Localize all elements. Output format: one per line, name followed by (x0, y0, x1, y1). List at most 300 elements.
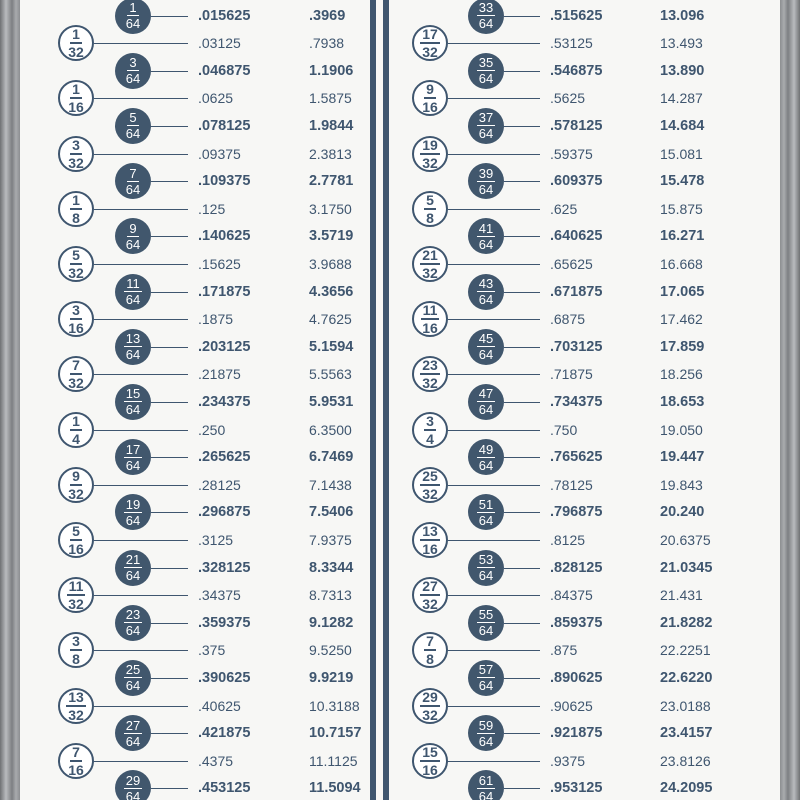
fraction-numerator: 1 (129, 0, 137, 15)
fraction-denominator: 64 (125, 292, 141, 307)
fraction-denominator: 32 (422, 154, 438, 171)
fraction-denominator: 64 (125, 402, 141, 418)
fraction-denominator: 32 (422, 706, 438, 723)
decimal-inch-value: .59375 (550, 145, 593, 162)
millimeter-value: 5.5563 (309, 366, 352, 383)
decimal-inch-value: .250 (198, 421, 226, 438)
decimal-inch-value: .34375 (198, 587, 241, 604)
fraction-badge (412, 25, 448, 61)
fraction-numerator: 61 (478, 772, 494, 788)
decimal-inch-value: .671875 (550, 283, 603, 300)
millimeter-value: 23.8126 (660, 752, 711, 769)
fraction-denominator: 16 (68, 540, 84, 557)
conversion-chart-sheet (20, 0, 780, 800)
fraction-denominator: 16 (422, 540, 438, 557)
decimal-inch-value: .046875 (198, 62, 251, 79)
leader-line (448, 761, 540, 762)
fraction-numerator: 33 (478, 0, 494, 15)
fraction-denominator: 64 (125, 347, 141, 363)
decimal-inch-value: .015625 (198, 7, 251, 24)
fraction-numerator: 43 (478, 276, 494, 291)
conversion-row (20, 26, 703, 61)
millimeter-value: 19.050 (660, 421, 703, 438)
conversion-row (20, 743, 711, 778)
fraction-badge (412, 412, 448, 448)
conversion-row (20, 302, 703, 337)
fraction-denominator: 64 (478, 678, 494, 694)
leader-line (448, 430, 540, 431)
fraction-numerator: 1 (72, 191, 80, 208)
leader-line (504, 16, 540, 17)
decimal-inch-value: .265625 (198, 449, 251, 466)
fraction-numerator: 29 (125, 772, 141, 788)
decimal-inch-value: .640625 (550, 228, 603, 245)
leader-line (448, 43, 540, 44)
fraction-denominator: 64 (478, 788, 494, 800)
millimeter-value: 21.8282 (660, 614, 713, 631)
fraction-denominator: 16 (68, 99, 84, 116)
fraction-badge (412, 301, 448, 337)
fraction-badge (468, 329, 504, 365)
fraction-numerator: 15 (422, 743, 438, 760)
fraction-denominator: 64 (478, 623, 494, 639)
decimal-inch-value: .3125 (198, 531, 234, 548)
decimal-inch-value: .90625 (550, 697, 593, 714)
fraction-denominator: 64 (125, 16, 141, 31)
fraction-badge (468, 770, 504, 800)
decimal-inch-value: .171875 (198, 283, 251, 300)
fraction-numerator: 27 (422, 578, 438, 595)
fraction-badge (468, 0, 504, 34)
millimeter-value: 5.1594 (309, 338, 354, 355)
fraction-badge (468, 439, 504, 475)
fraction-denominator: 64 (478, 126, 494, 142)
millimeter-value: 16.668 (660, 255, 703, 272)
decimal-inch-value: .40625 (198, 697, 241, 714)
fraction-numerator: 19 (422, 136, 438, 153)
fraction-denominator: 64 (125, 457, 141, 473)
decimal-inch-value: .890625 (550, 669, 603, 686)
conversion-row (20, 165, 705, 197)
fraction-denominator: 64 (125, 126, 141, 142)
millimeter-value: .3969 (309, 7, 346, 24)
fraction-numerator: 25 (125, 662, 141, 678)
millimeter-value: 19.843 (660, 476, 703, 493)
fraction-denominator: 64 (125, 236, 141, 252)
leader-line (504, 733, 540, 734)
fraction-denominator: 16 (422, 761, 438, 778)
millimeter-value: 15.478 (660, 173, 705, 190)
decimal-inch-value: .1875 (198, 311, 234, 328)
fraction-badge (468, 715, 504, 751)
millimeter-value: 6.3500 (309, 421, 352, 438)
fraction-badge (412, 80, 448, 116)
fraction-denominator: 64 (478, 457, 494, 473)
millimeter-value: 24.2095 (660, 780, 713, 797)
millimeter-value: 8.7313 (309, 587, 352, 604)
decimal-inch-value: .875 (550, 642, 578, 659)
fraction-denominator: 64 (125, 788, 141, 800)
millimeter-value: 23.4157 (660, 725, 713, 742)
millimeter-value: 15.875 (660, 200, 703, 217)
millimeter-value: 10.3188 (309, 697, 360, 714)
millimeter-value: 18.256 (660, 366, 703, 383)
decimal-inch-value: .4375 (198, 752, 234, 769)
fraction-denominator: 64 (125, 71, 141, 87)
fraction-badge (468, 605, 504, 641)
leader-line (504, 788, 540, 789)
millimeter-value: 1.9844 (309, 117, 354, 134)
conversion-row (20, 633, 711, 668)
fraction-badge (468, 494, 504, 530)
fraction-denominator: 16 (422, 320, 438, 337)
millimeter-value: 3.5719 (309, 228, 354, 245)
decimal-inch-value: .15625 (198, 255, 241, 272)
millimeter-value: 2.7781 (309, 173, 354, 190)
fraction-badge (412, 743, 448, 779)
conversion-row (20, 717, 713, 749)
decimal-inch-value: .203125 (198, 338, 251, 355)
decimal-inch-value: .421875 (198, 725, 251, 742)
decimal-inch-value: .765625 (550, 449, 603, 466)
decimal-inch-value: .328125 (198, 559, 251, 576)
conversion-row (20, 578, 703, 613)
millimeter-value: .7938 (309, 35, 345, 52)
decimal-inch-value: .078125 (198, 117, 251, 134)
decimal-inch-value: .109375 (198, 173, 251, 190)
millimeter-value: 13.493 (660, 35, 703, 52)
fraction-numerator: 3 (72, 633, 80, 650)
fraction-numerator: 19 (125, 496, 141, 512)
millimeter-value: 8.3344 (309, 559, 354, 576)
fraction-numerator: 39 (478, 165, 494, 181)
fraction-numerator: 15 (125, 386, 141, 402)
millimeter-value: 13.096 (660, 7, 705, 24)
fraction-numerator: 35 (478, 55, 494, 71)
leader-line (448, 650, 540, 651)
fraction-badge (468, 163, 504, 199)
fraction-badge (468, 218, 504, 254)
decimal-inch-value: .625 (550, 200, 578, 217)
decimal-inch-value: .21875 (198, 366, 241, 383)
fraction-denominator: 64 (478, 181, 494, 197)
fraction-numerator: 23 (422, 357, 438, 374)
fraction-badge (468, 274, 504, 310)
fraction-denominator: 64 (478, 512, 494, 528)
decimal-inch-value: .703125 (550, 338, 603, 355)
leader-line (504, 512, 540, 513)
fraction-numerator: 13 (422, 522, 438, 539)
millimeter-value: 22.2251 (660, 642, 711, 659)
decimal-inch-value: .140625 (198, 228, 251, 245)
leader-line (448, 264, 540, 265)
fraction-numerator: 29 (422, 688, 438, 705)
fraction-numerator: 47 (478, 386, 494, 402)
leader-line (504, 457, 540, 458)
leader-line (504, 292, 540, 293)
fraction-badge (412, 136, 448, 172)
leader-line (448, 540, 540, 541)
leader-line (504, 347, 540, 348)
decimal-inch-value: .296875 (198, 504, 251, 521)
decimal-inch-value: .609375 (550, 173, 603, 190)
fraction-badge (412, 688, 448, 724)
fraction-numerator: 25 (422, 467, 438, 484)
fraction-numerator: 5 (72, 522, 80, 539)
millimeter-value: 3.9688 (309, 255, 352, 272)
decimal-inch-value: .515625 (550, 7, 603, 24)
leader-line (504, 623, 540, 624)
leader-line (448, 706, 540, 707)
leader-line (504, 71, 540, 72)
fraction-numerator: 57 (478, 662, 494, 678)
millimeter-value: 9.9219 (309, 669, 354, 686)
millimeter-value: 7.9375 (309, 531, 352, 548)
fraction-numerator: 9 (426, 81, 434, 98)
fraction-numerator: 1 (72, 81, 80, 98)
fraction-numerator: 37 (478, 110, 494, 126)
fraction-badge (412, 467, 448, 503)
fraction-denominator: 32 (422, 44, 438, 61)
fraction-numerator: 27 (125, 717, 141, 733)
leader-line (504, 181, 540, 182)
decimal-inch-value: .5625 (550, 90, 586, 107)
fraction-numerator: 17 (422, 26, 438, 43)
fraction-numerator: 51 (478, 496, 494, 512)
decimal-inch-value: .750 (550, 421, 578, 438)
decimal-inch-value: .234375 (198, 393, 251, 410)
fraction-numerator: 5 (72, 246, 80, 263)
fraction-badge (468, 53, 504, 89)
fraction-numerator: 55 (478, 607, 494, 623)
fraction-denominator: 32 (422, 375, 438, 392)
decimal-inch-value: .796875 (550, 504, 603, 521)
fraction-denominator: 64 (125, 623, 141, 639)
fraction-denominator: 64 (478, 16, 494, 31)
conversion-row (20, 331, 705, 363)
leader-line (448, 209, 540, 210)
fraction-badge (412, 632, 448, 668)
fraction-badge (412, 577, 448, 613)
fraction-numerator: 3 (72, 136, 80, 153)
millimeter-value: 21.0345 (660, 559, 713, 576)
decimal-inch-value: .125 (198, 200, 226, 217)
millimeter-value: 4.3656 (309, 283, 354, 300)
decimal-inch-value: .03125 (198, 35, 241, 52)
decimal-inch-value: .65625 (550, 255, 593, 272)
fraction-numerator: 7 (426, 633, 434, 650)
decimal-inch-value: .9375 (550, 752, 586, 769)
millimeter-value: 20.240 (660, 504, 705, 521)
fraction-numerator: 5 (426, 191, 434, 208)
decimal-inch-value: .0625 (198, 90, 234, 107)
metal-frame-right (780, 0, 800, 800)
fraction-denominator: 32 (422, 264, 438, 281)
fraction-numerator: 7 (72, 743, 80, 760)
conversion-row (20, 220, 705, 252)
fraction-numerator: 49 (478, 441, 494, 457)
millimeter-value: 20.6375 (660, 531, 711, 548)
fraction-denominator: 8 (72, 651, 80, 668)
fraction-denominator: 8 (72, 209, 80, 226)
leader-line (448, 98, 540, 99)
fraction-denominator: 64 (478, 71, 494, 87)
fraction-denominator: 32 (422, 596, 438, 613)
conversion-row (20, 467, 703, 502)
fraction-denominator: 64 (125, 733, 141, 749)
millimeter-value: 23.0188 (660, 697, 711, 714)
decimal-inch-value: .28125 (198, 476, 241, 493)
millimeter-value: 1.1906 (309, 62, 354, 79)
conversion-row (20, 191, 703, 226)
fraction-badge (412, 522, 448, 558)
fraction-numerator: 5 (129, 110, 137, 126)
decimal-inch-value: .359375 (198, 614, 251, 631)
fraction-denominator: 64 (125, 678, 141, 694)
leader-line (448, 374, 540, 375)
fraction-denominator: 8 (426, 209, 434, 226)
fraction-denominator: 32 (68, 375, 84, 392)
fraction-numerator: 9 (129, 220, 137, 236)
decimal-inch-value: .734375 (550, 393, 603, 410)
fraction-denominator: 16 (68, 761, 84, 778)
millimeter-value: 11.5094 (309, 780, 361, 797)
fraction-badge (412, 246, 448, 282)
fraction-numerator: 7 (129, 165, 137, 181)
millimeter-value: 14.287 (660, 90, 703, 107)
decimal-inch-value: .8125 (550, 531, 586, 548)
millimeter-value: 17.065 (660, 283, 705, 300)
millimeter-value: 17.462 (660, 311, 703, 328)
fraction-denominator: 64 (478, 236, 494, 252)
millimeter-value: 11.1125 (309, 752, 358, 769)
fraction-numerator: 13 (125, 331, 141, 347)
millimeter-value: 22.6220 (660, 669, 713, 686)
millimeter-value: 2.3813 (309, 145, 352, 162)
fraction-badge (468, 384, 504, 420)
conversion-row (20, 386, 705, 418)
fraction-denominator: 64 (125, 568, 141, 583)
fraction-numerator: 11 (126, 276, 140, 291)
millimeter-value: 10.7157 (309, 725, 362, 742)
decimal-inch-value: .546875 (550, 62, 603, 79)
conversion-row (20, 496, 705, 528)
fraction-denominator: 16 (422, 99, 438, 116)
decimal-inch-value: .375 (198, 642, 226, 659)
fraction-denominator: 4 (426, 430, 434, 447)
fraction-denominator: 4 (72, 430, 80, 447)
decimal-inch-value: .390625 (198, 669, 251, 686)
decimal-inch-value: .578125 (550, 117, 603, 134)
fraction-denominator: 64 (125, 181, 141, 197)
millimeter-value: 1.5875 (309, 90, 352, 107)
fraction-denominator: 32 (68, 596, 84, 613)
conversion-row (20, 688, 711, 723)
decimal-inch-value: .71875 (550, 366, 593, 383)
millimeter-value: 9.5250 (309, 642, 352, 659)
fraction-numerator: 59 (478, 717, 494, 733)
decimal-inch-value: .859375 (550, 614, 603, 631)
fraction-denominator: 32 (422, 485, 438, 502)
fraction-numerator: 17 (125, 441, 141, 457)
fraction-numerator: 23 (125, 607, 141, 623)
decimal-inch-value: .828125 (550, 559, 603, 576)
fraction-numerator: 1 (72, 412, 80, 429)
fraction-numerator: 3 (129, 55, 137, 71)
fraction-denominator: 64 (478, 292, 494, 307)
leader-line (448, 319, 540, 320)
fraction-badge (468, 108, 504, 144)
decimal-inch-value: .953125 (550, 780, 603, 797)
conversion-row (20, 0, 705, 31)
fraction-numerator: 11 (68, 578, 84, 595)
millimeter-value: 7.5406 (309, 504, 354, 521)
fraction-denominator: 32 (68, 154, 84, 171)
fraction-numerator: 1 (72, 26, 80, 43)
millimeter-value: 19.447 (660, 449, 705, 466)
conversion-row (20, 662, 713, 694)
millimeter-value: 4.7625 (309, 311, 352, 328)
conversion-row (20, 552, 713, 583)
conversion-row (20, 136, 703, 171)
millimeter-value: 3.1750 (309, 200, 352, 217)
decimal-inch-value: .453125 (198, 780, 251, 797)
fraction-denominator: 32 (68, 485, 84, 502)
leader-line (448, 595, 540, 596)
millimeter-value: 18.653 (660, 393, 705, 410)
fraction-numerator: 9 (72, 467, 80, 484)
fraction-badge (412, 191, 448, 227)
conversion-row (20, 357, 703, 392)
millimeter-value: 5.9531 (309, 393, 354, 410)
fraction-numerator: 13 (68, 688, 84, 705)
millimeter-value: 6.7469 (309, 449, 354, 466)
decimal-inch-value: .921875 (550, 725, 603, 742)
leader-line (504, 678, 540, 679)
leader-line (504, 568, 540, 569)
leader-line (448, 485, 540, 486)
fraction-denominator: 16 (68, 320, 84, 337)
conversion-row (20, 441, 705, 473)
conversion-row (20, 607, 713, 639)
conversion-row (20, 246, 703, 281)
decimal-inch-value: .78125 (550, 476, 593, 493)
fraction-badge (412, 356, 448, 392)
fraction-numerator: 45 (478, 331, 494, 347)
fraction-denominator: 64 (478, 733, 494, 749)
fraction-denominator: 64 (478, 347, 494, 363)
fraction-numerator: 41 (478, 220, 494, 236)
leader-line (504, 126, 540, 127)
conversion-row (20, 522, 711, 557)
fraction-numerator: 21 (125, 552, 141, 567)
fraction-denominator: 32 (68, 264, 84, 281)
conversion-row (20, 276, 705, 307)
millimeter-value: 21.431 (660, 587, 703, 604)
fraction-numerator: 7 (72, 357, 80, 374)
millimeter-value: 7.1438 (309, 476, 352, 493)
fraction-numerator: 53 (478, 552, 494, 567)
leader-line (448, 154, 540, 155)
decimal-inch-value: .6875 (550, 311, 586, 328)
fraction-numerator: 21 (422, 246, 438, 263)
decimal-inch-value: .84375 (550, 587, 593, 604)
millimeter-value: 9.1282 (309, 614, 354, 631)
fraction-denominator: 64 (478, 402, 494, 418)
fraction-badge (468, 660, 504, 696)
conversion-row (20, 55, 705, 87)
fraction-denominator: 8 (426, 651, 434, 668)
